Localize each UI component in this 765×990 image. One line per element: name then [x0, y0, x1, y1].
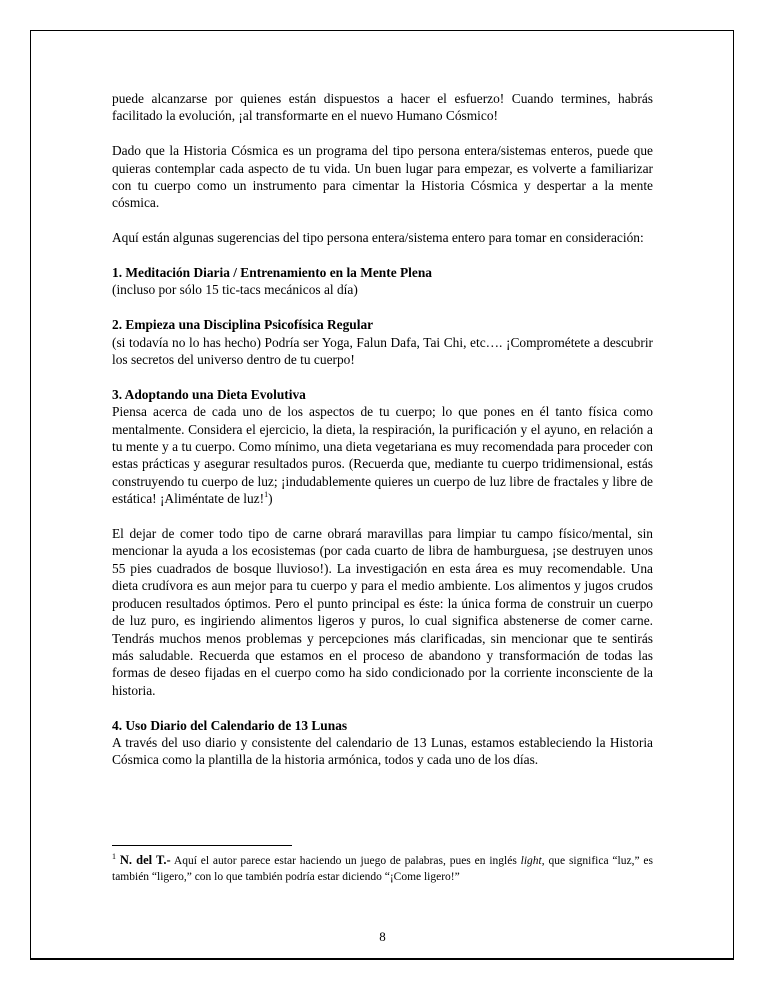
footnote-mark: 1	[112, 852, 116, 861]
footnote-divider	[112, 845, 292, 846]
footnote-label: N. del T.-	[119, 853, 171, 867]
footnote	[112, 852, 653, 885]
footnote-text-before: Aquí el autor parece estar haciendo un juego de palabras, pues en inglés	[170, 855, 521, 867]
section-body-meditation: (incluso por sólo 15 tic-tacs mecánicos al día)	[112, 282, 358, 298]
section-heading-discipline: 2. Empieza una Disciplina Psicofísica Regular	[112, 317, 374, 333]
section-heading-meditation: 1. Meditación Diaria / Entrenamiento en la Mente Plena	[112, 265, 432, 281]
section-body-discipline: (si todavía no lo has hecho) Podría ser Yoga, Falun Dafa, Tai Chi, etc…. ¡Comprométete a descubrir los secretos del universo dentro de tu cuerpo!	[112, 334, 653, 368]
page-body	[112, 90, 653, 769]
section-heading-calendar: 4. Uso Diario del Calendario de 13 Lunas	[112, 717, 348, 733]
section-body-calendar: A través del uso diario y consistente del calendario de 13 Lunas, estamos estableciendo la Historia Cósmica como la plantilla de la historia armónica, todos y cada uno de los días.	[112, 734, 653, 768]
section-heading-diet: 3. Adoptando una Dieta Evolutiva	[112, 386, 306, 402]
footnote-italic-word: light	[520, 855, 542, 867]
footnote-text-after: , que significa “luz,” es también “ligero,” con lo que también podría estar diciendo “¡Come ligero!”	[112, 855, 653, 883]
diet-body-close: )	[268, 491, 273, 507]
diet-body-text: Piensa acerca de cada uno de los aspectos de tu cuerpo; lo que pones en él tanto física como mentalmente. Considera el ejercicio, la dieta, la respiración, la purificación y el ayuno, en relación a tu mente y a tu cuerpo. Como mínimo, una dieta vegetariana es muy recomendada para proceder con estas prácticas y asegurar resultados puros. (Recuerda que, mediante tu cuerpo tridimensional, estás construyendo tu cuerpo de luz; ¡indudablemente quieres un cuerpo de luz libre de fractales y libre de estática! ¡Aliméntate de luz!	[112, 404, 653, 507]
page-number: 8	[379, 929, 386, 944]
footnote-reference[interactable]: 1	[264, 490, 269, 500]
section-body-meat: El dejar de comer todo tipo de carne obrará maravillas para limpiar tu campo físico/mental, sin mencionar la ayuda a los ecosistemas (por cada cuarto de libra de hamburguesa, ¡se destruyen unos 55 pies cuadrados de bosque lluvioso!). La investigación en esta área es muy recomendable. Una dieta crudívora es aun mejor para tu cuerpo y para el medio ambiente. Los alimentos y jugos crudos producen resultados óptimos. Pero el punto principal es éste: la única forma de construir un cuerpo de luz puro, es ingiriendo alimentos ligeros y puros, lo cual significa abstenerse de comer carne. Tendrás muchos menos problemas y percepciones más clarificadas, sin mencionar que te sentirás más saludable. Recuerda que estamos en el proceso de abandono y transformación de todas las formas de deseo fijadas en el cuerpo como ha sido condicionado por la corriente inconsciente de la historia.	[112, 526, 653, 698]
paragraph-whole-systems: Dado que la Historia Cósmica es un programa del tipo persona entera/sistemas enteros, puede que quieras contemplar cada aspecto de tu vida. Un buen lugar para empezar, es volverte a familiarizar con tu cuerpo como un instrumento para cimentar la Historia Cósmica y despertar a la mente cósmica.	[112, 143, 653, 211]
paragraph-intro: puede alcanzarse por quienes están dispuestos a hacer el esfuerzo! Cuando termines, habrás facilitado la evolución, ¡al transformarte en el nuevo Humano Cósmico!	[112, 91, 653, 124]
paragraph-suggestions: Aquí están algunas sugerencias del tipo persona entera/sistema entero para tomar en consideración:	[112, 230, 644, 246]
section-body-diet	[112, 403, 653, 507]
